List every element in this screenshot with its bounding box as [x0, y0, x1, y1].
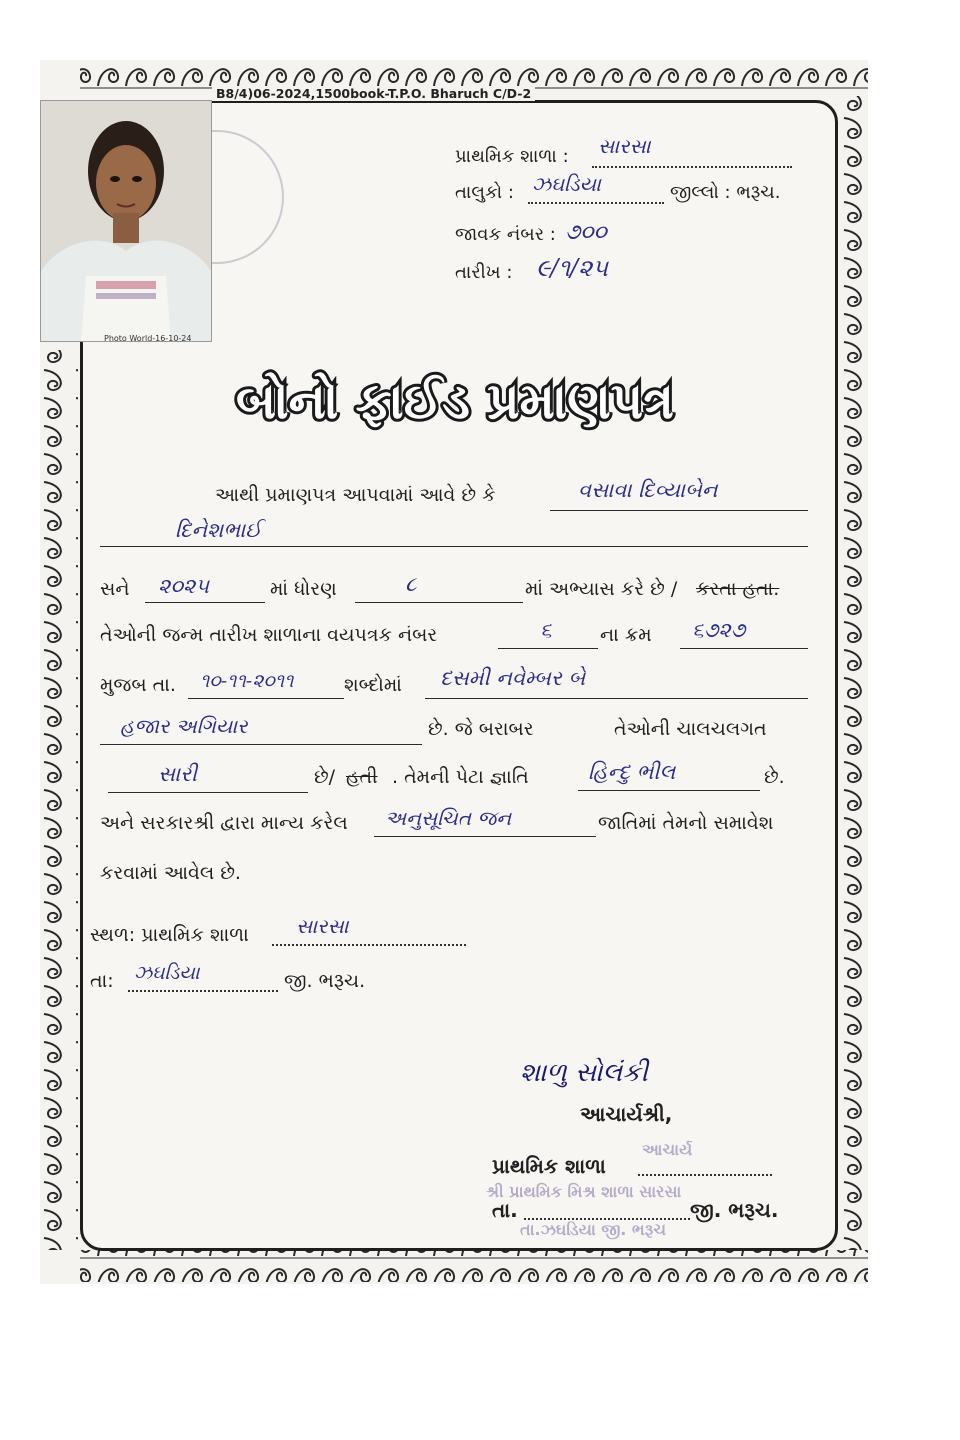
govt-text: અને સરકારશ્રી દ્વારા માન્ય કરેલ — [100, 812, 348, 834]
std-line — [355, 602, 523, 603]
dob-words-1: દસમી નવેમ્બર બે — [440, 666, 586, 690]
ta-label: તા: — [90, 970, 114, 992]
intro-text: આથી પ્રમાણપત્ર આપવામાં આવે છે કે — [215, 484, 496, 506]
place-label: સ્થળ: પ્રાથમિક શાળા — [90, 924, 249, 946]
outward-value: ૭૦૦ — [565, 220, 607, 245]
std-value: ૮ — [405, 572, 417, 596]
student-name-1: વસાવા દિવ્યાબેન — [578, 478, 718, 502]
outward-label: જાવક નંબર : — [455, 224, 556, 245]
register-line — [498, 648, 598, 649]
date-value: ૯/૧/૨૫ — [536, 254, 608, 282]
certificate-title — [185, 360, 725, 440]
in-words-label: શબ્દોમાં — [344, 674, 402, 696]
subcaste-line — [578, 790, 760, 791]
dob-words-2: હજાર અગિયાર — [120, 714, 248, 738]
serial-value: ૬૭૨૭ — [692, 618, 746, 642]
place-line — [272, 944, 466, 946]
student-name-2: દિનેશભાઈ — [175, 518, 262, 542]
register-no: ૬ — [540, 618, 552, 642]
signature-ta-label: તા. — [492, 1198, 518, 1222]
closing-text: કરવામાં આવેલ છે. — [100, 862, 241, 884]
district-label: જીલ્લો : ભરૂચ. — [670, 182, 781, 203]
photo-caption: Photo World-16-10-24 — [104, 334, 192, 343]
print-code: B8/4)06-2024,1500book-T.P.O. Bharuch C/D-2 — [212, 86, 535, 101]
is-end-text: છે. — [764, 766, 785, 788]
year-value: ૨૦૨૫ — [158, 574, 210, 598]
place-value: સારસા — [296, 914, 349, 938]
name-line-1 — [550, 510, 808, 511]
year-line — [145, 602, 265, 603]
signature-school-label: પ્રાથમિક શાળા — [492, 1154, 606, 1178]
school-label: પ્રાથમિક શાળા : — [455, 146, 569, 167]
std-label: માં ધોરણ — [270, 578, 337, 600]
student-photo — [40, 100, 212, 342]
conduct-value: સારી — [158, 762, 198, 786]
tribe-line — [374, 836, 596, 837]
conduct-line — [108, 792, 308, 793]
serial-line — [680, 648, 808, 649]
subcaste-value: હિન્દુ ભીલ — [588, 760, 676, 784]
seal-line-2: શ્રી પ્રાથમિક મિશ્ર શાળા સારસા — [486, 1182, 682, 1201]
dob-words-line-1 — [425, 698, 808, 699]
name-line-2 — [100, 546, 808, 547]
ta-line — [128, 990, 278, 992]
is-struck: હતી — [346, 766, 378, 788]
signature-district: જી. ભરૂચ. — [690, 1198, 779, 1222]
ta-district: જી. ભરૂચ. — [284, 970, 366, 992]
tribe-value: અનુસૂચિત જન — [385, 806, 512, 830]
school-line — [592, 166, 792, 168]
taluka-label: તાલુકો : — [455, 182, 514, 203]
serial-label: ના ક્રમ — [600, 624, 652, 646]
is-text: છે/ — [314, 766, 336, 788]
tribe-text: જાતિમાં તેમનો સમાવેશ — [598, 812, 774, 834]
taluka-line — [528, 202, 664, 204]
dob-digits-line — [188, 698, 344, 699]
certificate-title-text: બોનો ફાઈડ પ્રમાણપત્ર — [235, 372, 675, 430]
dob-words-line-2 — [100, 744, 422, 745]
principal-signature: શાળુ સોલંકી — [520, 1058, 648, 1088]
study-text: માં અભ્યાસ કરે છે / — [525, 578, 678, 600]
conduct-text: તેઓની ચાલચલગત — [614, 718, 767, 740]
correct-text: છે. જે બરાબર — [428, 718, 534, 740]
date-label: તારીખ : — [455, 262, 513, 283]
school-value: સારસા — [598, 134, 651, 158]
ta-value: ઝઘડિયા — [134, 962, 200, 984]
subcaste-text: . તેમની પેટા જ્ઞાતિ — [392, 766, 529, 788]
seal-line-1: આચાર્ય — [642, 1140, 693, 1159]
principal-title: આચાર્યશ્રી, — [580, 1102, 673, 1126]
study-struck: કરતા હતા. — [696, 578, 780, 600]
seal-line-3: તા.ઝઘડિયા જી. ભરૂચ — [520, 1220, 667, 1239]
dob-digits: ૧૦-૧૧-૨૦૧૧ — [200, 670, 294, 692]
year-prefix: સને — [100, 578, 130, 600]
signature-school-line — [638, 1174, 772, 1176]
taluka-value: ઝઘડિયા — [532, 172, 601, 196]
birth-text: તેઓની જન્મ તારીખ શાળાના વયપત્રક નંબર — [100, 624, 438, 646]
as-per-text: મુજબ તા. — [100, 674, 176, 696]
